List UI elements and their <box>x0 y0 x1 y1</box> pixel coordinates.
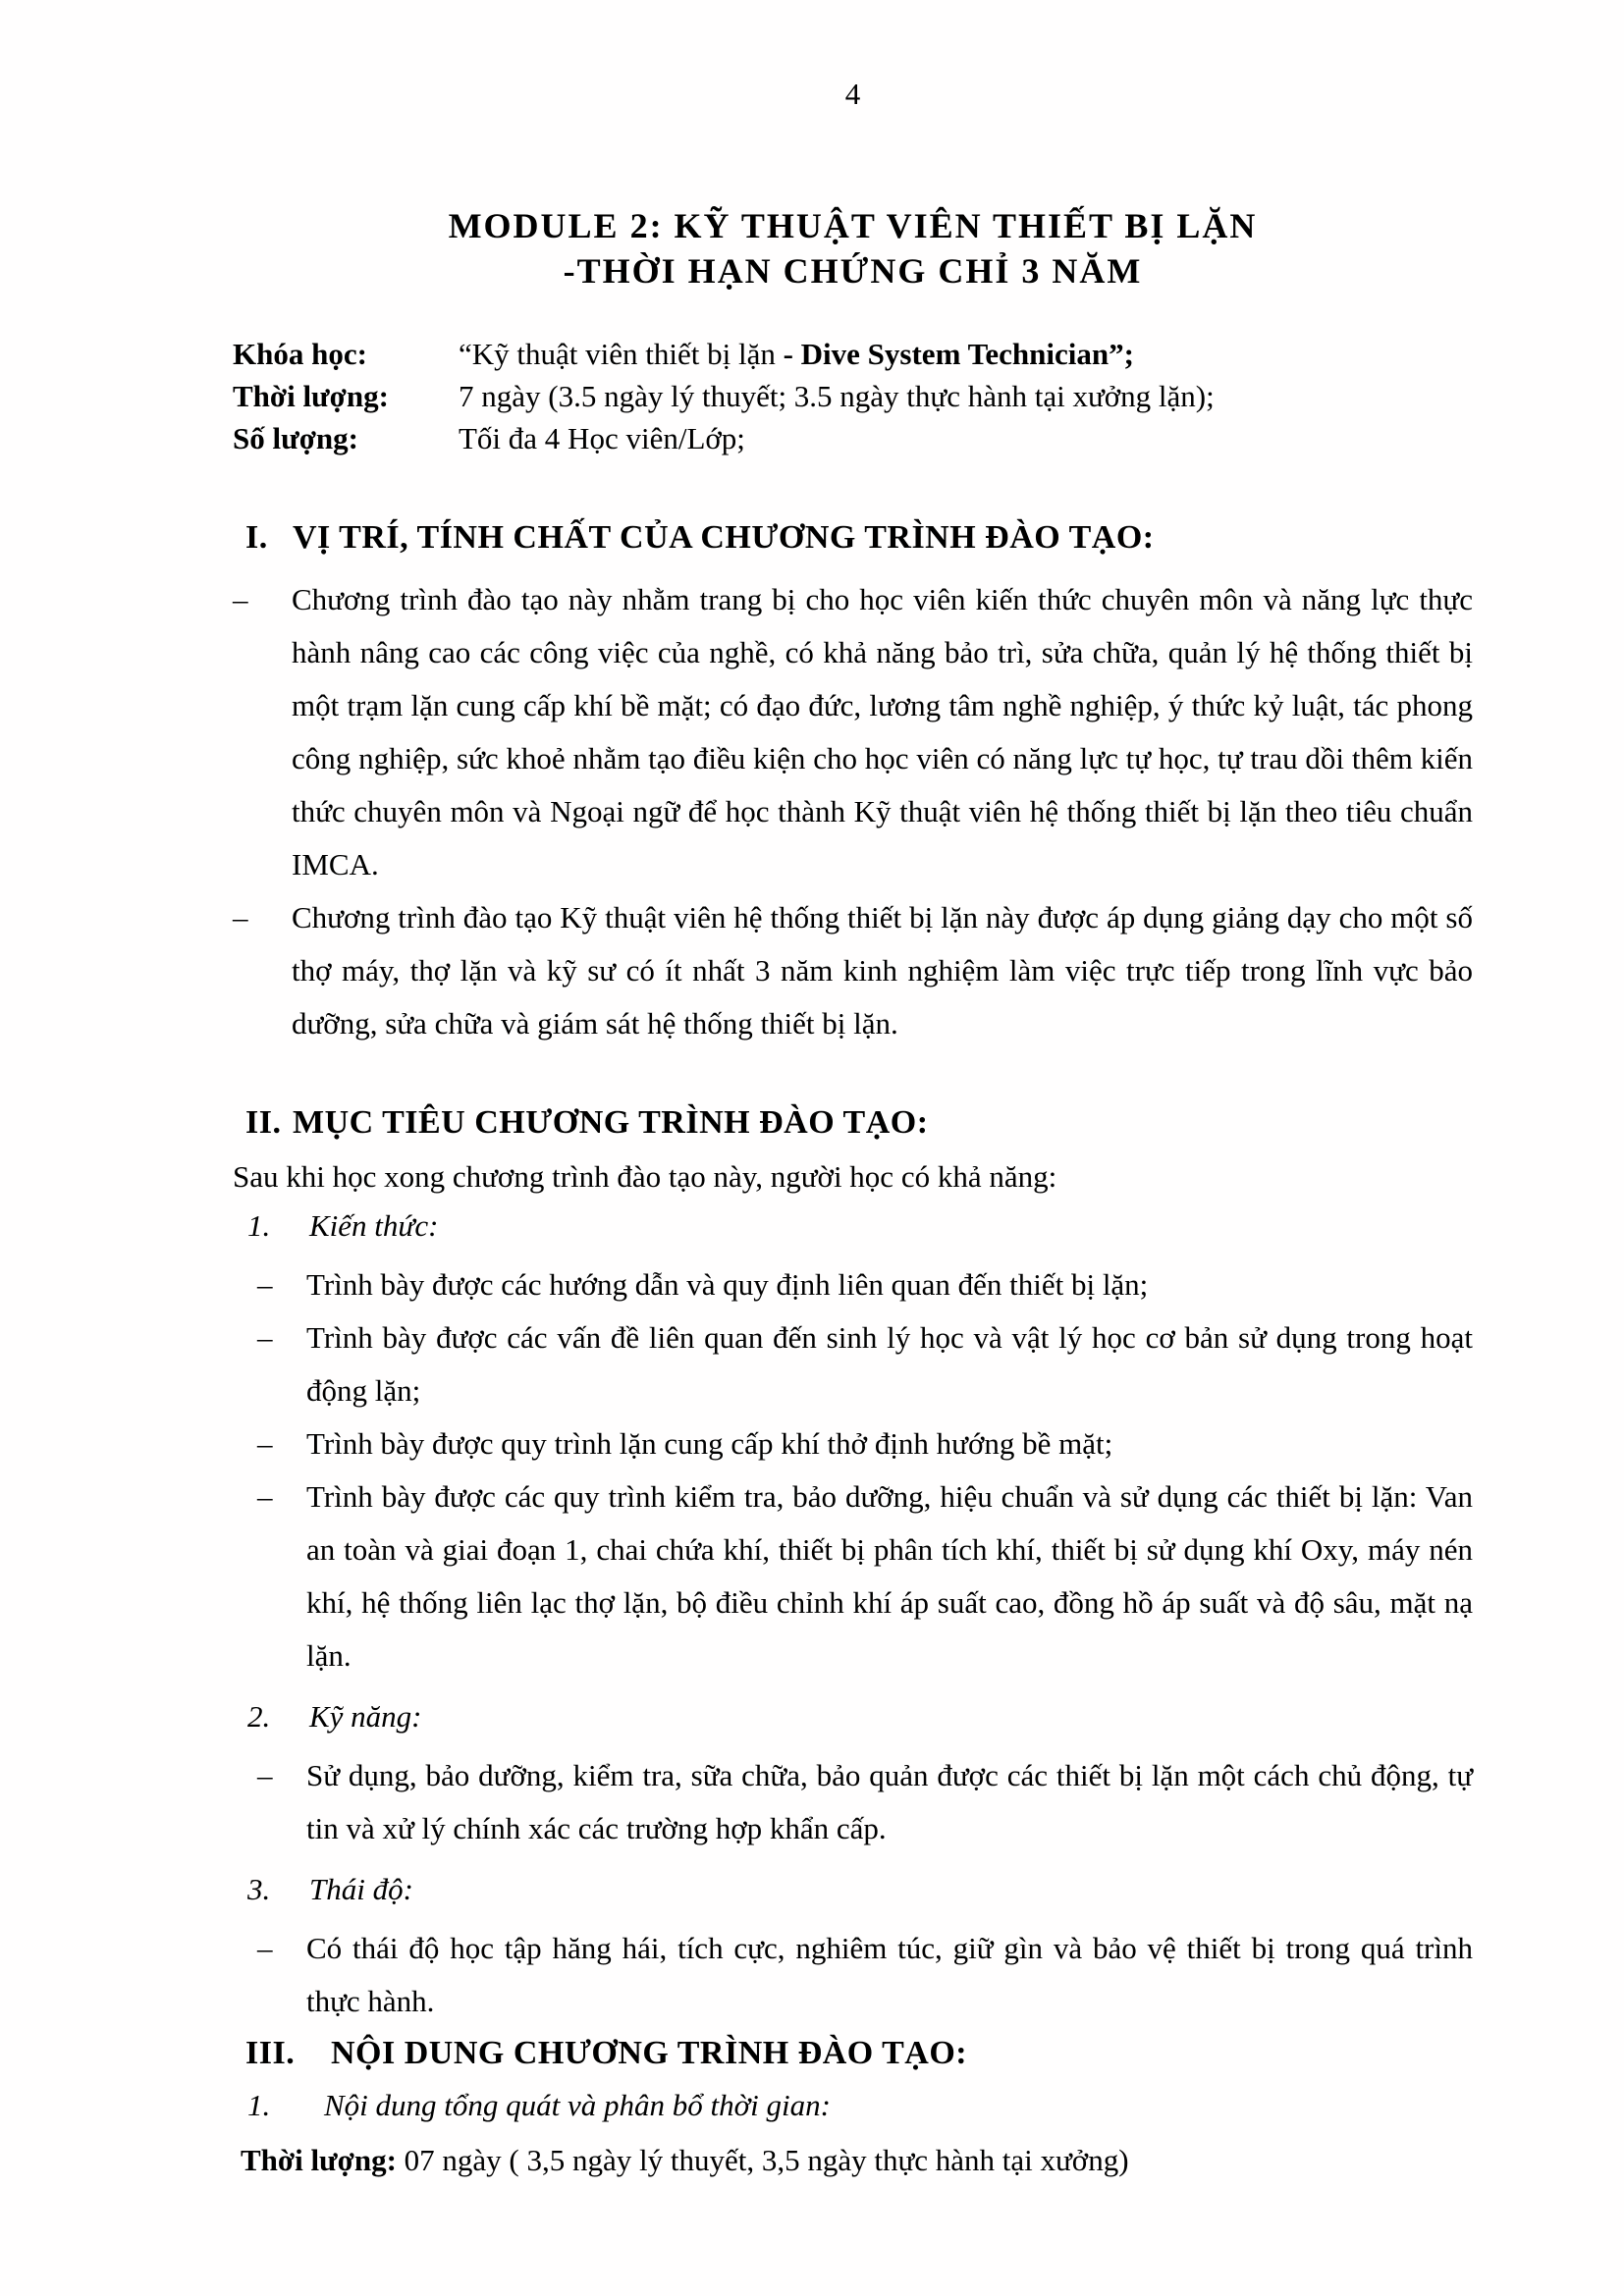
bullet-text: Chương trình đào tạo Kỹ thuật viên hệ thống thiết bị lặn này được áp dụng giảng dạy cho một số thợ máy, thợ lặn và kỹ sư có ít nhất 3 năm kinh nghiệm làm việc trực tiếp trong lĩnh vực bảo dưỡng, sửa chữa và giám sát hệ thống thiết bị lặn. <box>292 900 1473 1041</box>
subsection-overview <box>233 2081 1473 2130</box>
quantity-label: Số lượng: <box>233 421 358 455</box>
title-line-2: -THỜI HẠN CHỨNG CHỈ 3 NĂM <box>563 251 1143 291</box>
dash-bullet-icon: – <box>233 900 248 934</box>
subsection-number: 1. <box>247 2088 271 2122</box>
subsection-title: Nội dung tổng quát và phân bổ thời gian: <box>324 2088 831 2122</box>
dash-bullet-icon: – <box>257 1758 273 1792</box>
section-2-number: II. <box>245 1104 282 1141</box>
attitude-bullets <box>233 1922 1473 2028</box>
section-3-heading <box>233 2032 1473 2075</box>
subsection-number: 2. <box>247 1699 271 1734</box>
subsection-title: Kiến thức: <box>309 1208 439 1243</box>
section-2-heading <box>233 1101 1473 1145</box>
subsection-number: 1. <box>247 1208 271 1243</box>
list-item <box>233 1258 1473 1311</box>
bullet-text: Trình bày được các vấn đề liên quan đến sinh lý học và vật lý học cơ bản sử dụng trong hoạt động lặn; <box>306 1320 1473 1408</box>
course-value-bold: - Dive System Technician”; <box>783 337 1134 371</box>
total-duration-line <box>233 2136 1473 2185</box>
bullet-text: Trình bày được các quy trình kiểm tra, bảo dưỡng, hiệu chuẩn và sử dụng các thiết bị lặn: Van an toàn và giai đoạn 1, chai chứa khí, thiết bị phân tích khí, thiết bị sử dụng khí Oxy, máy nén khí, hệ thống liên lạc thợ lặn, bộ điều chỉnh khí áp suất cao, đồng hồ áp suất và độ sâu, mặt nạ lặn. <box>306 1479 1473 1673</box>
subsection-title: Thái độ: <box>309 1872 413 1906</box>
skills-bullets <box>233 1749 1473 1855</box>
total-duration-text: 07 ngày ( 3,5 ngày lý thuyết, 3,5 ngày thực hành tại xưởng) <box>396 2143 1129 2177</box>
section-3-number: III. <box>245 2035 296 2071</box>
section-1-title: VỊ TRÍ, TÍNH CHẤT CỦA CHƯƠNG TRÌNH ĐÀO TẠO: <box>293 519 1155 556</box>
page-number: 4 <box>844 77 861 111</box>
dash-bullet-icon: – <box>257 1320 273 1355</box>
section-1-number: I. <box>245 519 268 556</box>
info-row-course <box>233 333 1473 375</box>
knowledge-bullets <box>233 1258 1473 1682</box>
section-2-title: MỤC TIÊU CHƯƠNG TRÌNH ĐÀO TẠO: <box>293 1104 929 1141</box>
subsection-skills <box>233 1692 1473 1741</box>
section-1-heading <box>233 516 1473 560</box>
dash-bullet-icon: – <box>257 1267 273 1302</box>
dash-bullet-icon: – <box>257 1931 273 1965</box>
list-item <box>233 1470 1473 1682</box>
list-item <box>233 1922 1473 2028</box>
list-item <box>233 573 1473 891</box>
list-item <box>233 1311 1473 1417</box>
section-2-intro: Sau khi học xong chương trình đào tạo này, người học có khả năng: <box>233 1159 1057 1194</box>
duration-value: 7 ngày (3.5 ngày lý thuyết; 3.5 ngày thực hành tại xưởng lặn); <box>459 379 1215 413</box>
subsection-number: 3. <box>247 1872 271 1906</box>
bullet-text: Sử dụng, bảo dưỡng, kiểm tra, sữa chữa, bảo quản được các thiết bị lặn một cách chủ động, tự tin và xử lý chính xác các trường hợp khẩn cấp. <box>306 1758 1473 1845</box>
bullet-text: Có thái độ học tập hăng hái, tích cực, nghiêm túc, giữ gìn và bảo vệ thiết bị trong quá trình thực hành. <box>306 1931 1473 2018</box>
total-duration-label: Thời lượng: <box>241 2143 397 2177</box>
title-line-1: MODULE 2: KỸ THUẬT VIÊN THIẾT BỊ LẶN <box>448 206 1258 245</box>
subsection-knowledge <box>233 1201 1473 1251</box>
info-row-quantity <box>233 417 1473 459</box>
course-label: Khóa học: <box>233 337 367 371</box>
dash-bullet-icon: – <box>233 582 248 616</box>
duration-label: Thời lượng: <box>233 379 389 413</box>
bullet-text: Trình bày được các hướng dẫn và quy định liên quan đến thiết bị lặn; <box>306 1267 1149 1302</box>
dash-bullet-icon: – <box>257 1426 273 1461</box>
info-row-duration <box>233 375 1473 417</box>
section-1-bullets <box>233 573 1473 1050</box>
list-item <box>233 891 1473 1050</box>
list-item <box>233 1749 1473 1855</box>
section-3-title: NỘI DUNG CHƯƠNG TRÌNH ĐÀO TẠO: <box>331 2035 968 2071</box>
list-item <box>233 1417 1473 1470</box>
dash-bullet-icon: – <box>257 1479 273 1514</box>
course-info <box>233 333 1473 459</box>
bullet-text: Chương trình đào tạo này nhằm trang bị cho học viên kiến thức chuyên môn và năng lực thực hành nâng cao các công việc của nghề, có khả năng bảo trì, sửa chữa, quản lý hệ thống thiết bị một trạm lặn cung cấp khí bề mặt; có đạo đức, lương tâm nghề nghiệp, ý thức kỷ luật, tác phong công nghiệp, sức khoẻ nhằm tạo điều kiện cho học viên có năng lực tự học, tự trau dồi thêm kiến thức chuyên môn và Ngoại ngữ để học thành Kỹ thuật viên hệ thống thiết bị lặn theo tiêu chuẩn IMCA. <box>292 582 1473 881</box>
subsection-title: Kỹ năng: <box>309 1699 422 1734</box>
course-value <box>459 333 1473 375</box>
quantity-value: Tối đa 4 Học viên/Lớp; <box>459 421 745 455</box>
bullet-text: Trình bày được quy trình lặn cung cấp khí thở định hướng bề mặt; <box>306 1426 1113 1461</box>
document-title <box>233 203 1473 294</box>
subsection-attitude <box>233 1865 1473 1914</box>
course-value-text: “Kỹ thuật viên thiết bị lặn <box>459 337 784 371</box>
